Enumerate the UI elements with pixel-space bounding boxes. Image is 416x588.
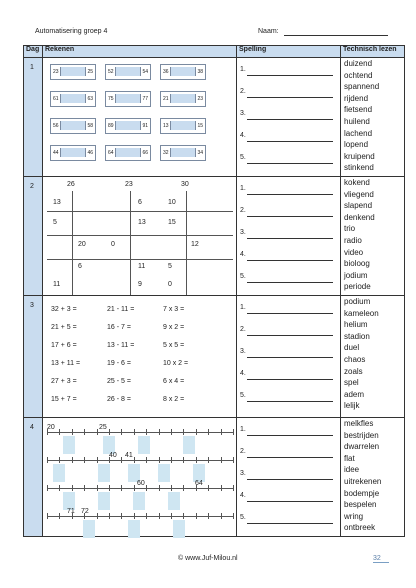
number-line-tick: [159, 429, 160, 435]
number-box: [160, 64, 206, 80]
number-line-tick: [183, 513, 184, 519]
spelling-number: 3.: [240, 470, 246, 477]
grid-number: 9: [138, 281, 142, 288]
spelling-number: 3.: [240, 229, 246, 236]
reading-word: kruipend: [344, 151, 375, 161]
number-line-tick: [97, 457, 98, 463]
answer-field[interactable]: [170, 148, 196, 157]
worksheet-title: Automatisering groep 4: [35, 28, 108, 35]
spelling-number: 3.: [240, 110, 246, 117]
box-start-number: 32: [163, 150, 169, 156]
number-line-tick: [47, 457, 48, 463]
spelling-number: 4.: [240, 370, 246, 377]
number-line-tick: [233, 457, 234, 463]
answer-block[interactable]: [128, 520, 140, 538]
number-line-label: 60: [137, 480, 145, 487]
reading-word: fietsend: [344, 105, 373, 115]
number-line-tick: [171, 457, 172, 463]
box-start-number: 23: [53, 69, 59, 75]
reading-word: video: [344, 247, 364, 257]
answer-block[interactable]: [98, 464, 110, 482]
box-start-number: 44: [53, 150, 59, 156]
spelling-answer-line[interactable]: [247, 216, 333, 217]
rekenen-number-boxes: [43, 58, 236, 176]
number-line-label: 25: [99, 424, 107, 431]
number-line-tick: [208, 485, 209, 491]
answer-field[interactable]: [115, 148, 141, 157]
day-number: 1: [24, 58, 43, 177]
number-line-tick: [59, 485, 60, 491]
reading-words: [341, 418, 404, 536]
box-end-number: 25: [87, 69, 93, 75]
answer-field[interactable]: [170, 67, 196, 76]
answer-block[interactable]: [183, 436, 195, 454]
number-line-tick: [221, 429, 222, 435]
spelling-lines: [237, 418, 340, 536]
number-line-tick: [47, 485, 48, 491]
spelling-answer-line[interactable]: [247, 435, 333, 436]
reading-word: stadion: [344, 331, 370, 341]
grid-number: 13: [53, 199, 61, 206]
answer-block[interactable]: [83, 520, 95, 538]
box-end-number: 54: [142, 69, 148, 75]
number-line-tick: [196, 513, 197, 519]
answer-field[interactable]: [170, 121, 196, 130]
number-line-tick: [146, 485, 147, 491]
grid-number: 0: [168, 281, 172, 288]
page-number: 32: [373, 555, 389, 563]
number-line-tick: [221, 513, 222, 519]
box-start-number: 56: [53, 123, 59, 129]
column-top-number: 26: [67, 181, 75, 188]
grid-number: 12: [191, 241, 199, 248]
number-line-tick: [109, 485, 110, 491]
number-line-tick: [159, 513, 160, 519]
spelling-answer-line[interactable]: [247, 457, 333, 458]
reading-word: adem: [344, 389, 365, 399]
number-box: [50, 118, 96, 134]
column-top-number: 30: [181, 181, 189, 188]
number-line-tick: [146, 513, 147, 519]
answer-field[interactable]: [115, 94, 141, 103]
horizontal-line: [47, 211, 233, 212]
answer-field[interactable]: [60, 67, 86, 76]
spelling-answer-line[interactable]: [247, 401, 333, 402]
spelling-number: 3.: [240, 348, 246, 355]
number-box: [50, 145, 96, 161]
reading-word: rijdend: [344, 93, 369, 103]
reading-word: ontbreek: [344, 523, 376, 533]
number-line-tick: [134, 429, 135, 435]
reading-word: lelijk: [344, 401, 360, 411]
number-line-tick: [233, 429, 234, 435]
number-line-tick: [97, 513, 98, 519]
reading-word: helium: [344, 320, 368, 330]
number-line-tick: [97, 429, 98, 435]
sum-problem: 25 - 5 =: [107, 378, 131, 385]
rekenen-number-lines: [43, 418, 236, 536]
reading-word: flat: [344, 453, 355, 463]
horizontal-line: [47, 235, 233, 236]
reading-word: slapend: [344, 201, 373, 211]
name-field[interactable]: [284, 35, 388, 36]
reading-word: periode: [344, 282, 371, 292]
spelling-number: 2.: [240, 326, 246, 333]
reading-word: duizend: [344, 59, 373, 68]
rekenen-sums: [43, 296, 236, 417]
number-line-label: 64: [195, 480, 203, 487]
sum-problem: 17 + 6 =: [51, 342, 77, 349]
reading-word: melkfles: [344, 419, 374, 428]
spelling-answer-line[interactable]: [247, 282, 333, 283]
number-line-tick: [233, 485, 234, 491]
sum-problem: 9 x 2 =: [163, 324, 185, 331]
number-line-tick: [134, 485, 135, 491]
box-end-number: 23: [197, 96, 203, 102]
number-box: [105, 91, 151, 107]
number-line-tick: [208, 513, 209, 519]
spelling-answer-line[interactable]: [247, 313, 333, 314]
number-line-tick: [121, 457, 122, 463]
sum-problem: 8 x 2 =: [163, 396, 185, 403]
answer-block[interactable]: [173, 520, 185, 538]
number-line-tick: [59, 513, 60, 519]
number-line-tick: [72, 429, 73, 435]
box-start-number: 61: [53, 96, 59, 102]
spelling-lines: [237, 58, 340, 176]
number-line-tick: [159, 457, 160, 463]
number-line-tick: [134, 457, 135, 463]
grid-number: 10: [168, 199, 176, 206]
vertical-line: [72, 191, 73, 295]
number-line-tick: [183, 457, 184, 463]
spelling-answer-line[interactable]: [247, 75, 333, 76]
spelling-number: 5.: [240, 154, 246, 161]
sum-problem: 5 x 5 =: [163, 342, 185, 349]
grid-number: 6: [138, 199, 142, 206]
grid-number: 13: [138, 219, 146, 226]
answer-block[interactable]: [158, 464, 170, 482]
number-line-tick: [109, 513, 110, 519]
reading-word: bodempje: [344, 488, 380, 498]
reading-word: bespelen: [344, 500, 377, 510]
col-header-spelling: Spelling: [237, 46, 341, 58]
number-line-tick: [121, 429, 122, 435]
number-line-tick: [233, 513, 234, 519]
sum-problem: 6 x 4 =: [163, 378, 185, 385]
reading-word: kameleon: [344, 308, 379, 318]
answer-block[interactable]: [63, 436, 75, 454]
box-end-number: 63: [87, 96, 93, 102]
box-end-number: 91: [142, 123, 148, 129]
sum-problem: 21 + 5 =: [51, 324, 77, 331]
grid-number: 11: [53, 281, 61, 288]
box-start-number: 64: [108, 150, 114, 156]
number-line-tick: [134, 513, 135, 519]
number-box: [105, 118, 151, 134]
grid-number: 5: [168, 263, 172, 270]
number-line-tick: [121, 513, 122, 519]
number-line-tick: [171, 485, 172, 491]
number-line-label: 20: [47, 424, 55, 431]
box-end-number: 77: [142, 96, 148, 102]
reading-words: [341, 177, 404, 295]
number-line-tick: [159, 485, 160, 491]
spelling-answer-line[interactable]: [247, 379, 333, 380]
answer-block[interactable]: [98, 492, 110, 510]
grid-number: 6: [78, 263, 82, 270]
spelling-number: 5.: [240, 514, 246, 521]
number-line-label: 71: [67, 508, 75, 515]
spelling-number: 1.: [240, 66, 246, 73]
box-end-number: 66: [142, 150, 148, 156]
grid-number: 5: [53, 219, 57, 226]
reading-word: dwarrelen: [344, 442, 380, 452]
reading-word: spel: [344, 378, 359, 388]
col-header-dag: Dag: [24, 46, 43, 58]
reading-word: idee: [344, 465, 360, 475]
number-box: [105, 145, 151, 161]
number-line-tick: [59, 429, 60, 435]
spelling-number: 1.: [240, 304, 246, 311]
number-line-tick: [97, 485, 98, 491]
reading-word: lopend: [344, 140, 369, 150]
number-line-tick: [171, 429, 172, 435]
number-line-tick: [72, 457, 73, 463]
rekenen-number-grid: [43, 177, 236, 295]
number-line-label: 41: [125, 452, 133, 459]
number-line-tick: [146, 429, 147, 435]
reading-word: huilend: [344, 117, 370, 126]
number-line-tick: [221, 457, 222, 463]
reading-word: podium: [344, 297, 371, 306]
number-line-tick: [208, 457, 209, 463]
vertical-line: [186, 191, 187, 295]
answer-block[interactable]: [138, 436, 150, 454]
reading-word: chaos: [344, 355, 366, 364]
number-line: [47, 432, 233, 433]
reading-word: uitrekenen: [344, 477, 382, 486]
number-line-tick: [183, 429, 184, 435]
number-box: [160, 118, 206, 134]
reading-word: stinkend: [344, 163, 374, 173]
answer-block[interactable]: [133, 492, 145, 510]
answer-field[interactable]: [170, 94, 196, 103]
spelling-number: 4.: [240, 492, 246, 499]
day-number: 4: [24, 418, 43, 537]
reading-word: spannend: [344, 82, 380, 92]
answer-block[interactable]: [53, 464, 65, 482]
reading-word: lachend: [344, 128, 373, 138]
spelling-lines: [237, 177, 340, 295]
spelling-answer-line[interactable]: [247, 357, 333, 358]
spelling-number: 5.: [240, 392, 246, 399]
answer-block[interactable]: [168, 492, 180, 510]
spelling-answer-line[interactable]: [247, 194, 333, 195]
reading-word: radio: [344, 236, 362, 245]
spelling-answer-line[interactable]: [247, 238, 333, 239]
number-box: [50, 91, 96, 107]
reading-word: wring: [344, 511, 364, 521]
answer-field[interactable]: [115, 67, 141, 76]
sum-problem: 21 - 11 =: [107, 306, 135, 313]
box-end-number: 46: [87, 150, 93, 156]
column-top-number: 23: [125, 181, 133, 188]
spelling-answer-line[interactable]: [247, 97, 333, 98]
number-line-tick: [84, 485, 85, 491]
spelling-answer-line[interactable]: [247, 501, 333, 502]
box-start-number: 13: [163, 123, 169, 129]
spelling-answer-line[interactable]: [247, 260, 333, 261]
worksheet-table: [23, 45, 405, 537]
reading-word: bestrijden: [344, 430, 379, 440]
footer-copyright: © www.Juf-Milou.nl: [178, 555, 238, 562]
spelling-number: 1.: [240, 426, 246, 433]
reading-words: [341, 58, 404, 176]
box-start-number: 52: [108, 69, 114, 75]
reading-word: zoals: [344, 366, 363, 376]
number-line-label: 40: [109, 452, 117, 459]
box-start-number: 75: [108, 96, 114, 102]
box-end-number: 38: [197, 69, 203, 75]
sum-problem: 32 + 3 =: [51, 306, 77, 313]
number-box: [160, 91, 206, 107]
number-line-tick: [196, 429, 197, 435]
number-line: [47, 460, 233, 461]
day-number: 2: [24, 177, 43, 296]
sum-problem: 19 - 6 =: [107, 360, 131, 367]
sum-problem: 13 + 11 =: [51, 360, 81, 367]
reading-word: ochtend: [344, 70, 373, 80]
number-line-tick: [121, 485, 122, 491]
col-header-rekenen: Rekenen: [43, 46, 237, 58]
number-line-tick: [109, 429, 110, 435]
spelling-number: 1.: [240, 185, 246, 192]
spelling-answer-line[interactable]: [247, 163, 333, 164]
grid-number: 11: [138, 263, 146, 270]
reading-word: denkend: [344, 212, 375, 222]
reading-words: [341, 296, 404, 417]
spelling-number: 4.: [240, 132, 246, 139]
answer-field[interactable]: [60, 94, 86, 103]
answer-field[interactable]: [60, 148, 86, 157]
sum-problem: 26 - 8 =: [107, 396, 131, 403]
spelling-answer-line[interactable]: [247, 141, 333, 142]
sum-problem: 27 + 3 =: [51, 378, 77, 385]
number-line-tick: [171, 513, 172, 519]
box-end-number: 15: [197, 123, 203, 129]
box-end-number: 34: [197, 150, 203, 156]
box-end-number: 58: [87, 123, 93, 129]
sum-problem: 10 x 2 =: [163, 360, 189, 367]
number-line-tick: [221, 485, 222, 491]
col-header-technisch-lezen: Technisch lezen: [341, 46, 405, 58]
number-line-tick: [72, 485, 73, 491]
grid-number: 15: [168, 219, 176, 226]
box-start-number: 36: [163, 69, 169, 75]
grid-number: 20: [78, 241, 86, 248]
spelling-number: 2.: [240, 207, 246, 214]
number-box: [160, 145, 206, 161]
number-box: [50, 64, 96, 80]
day-number: 3: [24, 296, 43, 418]
number-line-tick: [146, 457, 147, 463]
reading-word: duel: [344, 343, 360, 353]
number-line: [47, 516, 233, 517]
vertical-line: [130, 191, 131, 295]
spelling-number: 2.: [240, 88, 246, 95]
spelling-answer-line[interactable]: [247, 335, 333, 336]
spelling-number: 4.: [240, 251, 246, 258]
spelling-lines: [237, 296, 340, 417]
number-line-tick: [208, 429, 209, 435]
spelling-answer-line[interactable]: [247, 479, 333, 480]
reading-word: trio: [344, 224, 356, 234]
number-line-tick: [196, 457, 197, 463]
grid-number: 0: [111, 241, 115, 248]
reading-word: jodium: [344, 270, 368, 280]
spelling-number: 5.: [240, 273, 246, 280]
number-line-tick: [183, 485, 184, 491]
spelling-answer-line[interactable]: [247, 523, 333, 524]
spelling-number: 2.: [240, 448, 246, 455]
number-line: [47, 488, 233, 489]
reading-word: vliegend: [344, 189, 374, 199]
horizontal-line: [47, 259, 233, 260]
number-line-tick: [47, 513, 48, 519]
number-line-tick: [84, 429, 85, 435]
sum-problem: 7 x 3 =: [163, 306, 185, 313]
sum-problem: 15 + 7 =: [51, 396, 77, 403]
number-line-tick: [84, 457, 85, 463]
box-start-number: 89: [108, 123, 114, 129]
number-line-label: 72: [81, 508, 89, 515]
sum-problem: 13 - 11 =: [107, 342, 135, 349]
reading-word: bioloog: [344, 259, 370, 269]
answer-field[interactable]: [115, 121, 141, 130]
number-box: [105, 64, 151, 80]
number-line-tick: [59, 457, 60, 463]
reading-word: kokend: [344, 178, 370, 187]
sum-problem: 16 - 7 =: [107, 324, 131, 331]
answer-field[interactable]: [60, 121, 86, 130]
spelling-answer-line[interactable]: [247, 119, 333, 120]
box-start-number: 21: [163, 96, 169, 102]
name-label: Naam:: [258, 28, 279, 35]
